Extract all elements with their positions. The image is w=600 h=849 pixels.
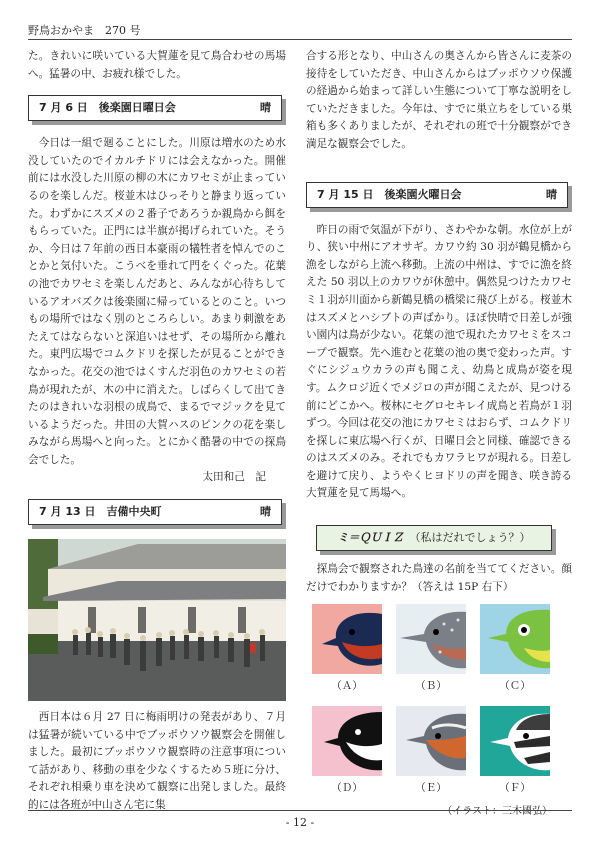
report-body: 西日本は６月 27 日に梅雨明けの発表があり、７月は猛暑が続いている中でブッポウソウ観察会を開催しました。最初にブッポウソウ観察時の注意事項について話があり、移動の車を少なくするため５班に分け、それぞれ相乗り車を決めて観察に出発しました。最終的には各班が中山さん宅に集 bbox=[28, 711, 286, 812]
section-date-place: 7 月 6 日 後楽園日曜日会 bbox=[39, 101, 176, 115]
quiz-item bbox=[480, 604, 550, 702]
quiz-item bbox=[396, 706, 466, 804]
group-photo bbox=[28, 539, 286, 701]
section-heading-0706 bbox=[28, 95, 282, 121]
section-weather: 晴 bbox=[546, 187, 557, 201]
bird-face-d-icon bbox=[312, 706, 382, 776]
section-heading-0715 bbox=[306, 182, 568, 208]
page-number: - 12 - bbox=[285, 816, 315, 829]
section-date-place: 7 月 15 日 後楽園火曜日会 bbox=[317, 187, 462, 201]
bird-face-f-icon bbox=[480, 706, 550, 776]
quiz-subtitle: （私はだれでしょう？） bbox=[409, 531, 531, 545]
quiz-label: （Ｄ） bbox=[331, 781, 363, 794]
page-header: 野鳥おかやま 270 号 bbox=[28, 24, 141, 37]
footer-rule bbox=[28, 810, 572, 811]
report-body: 昨日の雨で気温が下がり、さわやかな朝。水位が上がり、狭い中州にアオサギ。カワウ約 30 羽が鶴見橋から漁をしながら上流へ移動。上流の中州は、すでに漁を終えた 50 羽以上のカワウが休憩中。偶然見つけたカワセミ１羽が川面から新鶴見橋の橋梁に飛び上がる。桜並木はスズメとハシブトの声ばかり。ほぼ快晴で日差しが強い園内は鳥が少ない。花葉の池で現れたカワセミをスコープで観察。先へ進むと花葉の池の奥で変わった声。すぐにシジュウカラの声も聞こえ、幼鳥と成鳥が姿を現す。ムクロジ近くでメジロの声が聞こえたが、見つける前にどこかへ。桜林にセグロセキレイ成鳥と若鳥が１羽ずつ。今回は花交の池にカワセミはおらず、コムクドリを探しに東広場へ行くが、日曜日会と同様、確認できるのはスズメのみ。それでもカワラヒワが現れる。日差しを避けて戻り、ようやくヒヨドリの声を聞き、咲き誇る大賀蓮を見て馬場へ。 bbox=[306, 223, 572, 500]
photo-illustration bbox=[28, 539, 286, 701]
report-author: 太田和己 記 bbox=[202, 471, 266, 484]
section-date-place: 7 月 13 日 吉備中央町 bbox=[39, 505, 162, 519]
bird-face-b-icon bbox=[396, 604, 466, 674]
right-column bbox=[306, 48, 572, 821]
left-column bbox=[28, 48, 286, 815]
quiz-label: （Ｃ） bbox=[499, 680, 531, 693]
quiz-item bbox=[396, 604, 466, 702]
quiz-label: （Ｆ） bbox=[499, 781, 531, 794]
illustration-credit: （イラスト：三木國弘） bbox=[442, 806, 552, 818]
bird-face-c-icon bbox=[480, 604, 550, 674]
quiz-title: ミ＝ＱＵＩＺ bbox=[337, 531, 404, 545]
report-body: 今日は一組で廻ることにした。川原は増水のため水没していたのでイカルチドリには会えなかった。開催前には水没した川原の柳の木にカワセミが止まっているのを楽しんだ。桜並木はひっそりと静まり返っていた。わずかにスズメの２番子であろうか親鳥から餌をもらっていた。正門には半旗が掲げられていた。そうか、今日は７年前の西日本豪雨の犠牲者を悼んでのことかと気付いた。こうべを垂れて門をくぐった。花葉の池でカワセミを楽しんだあと、みんなが心待ちしているアオバズクは後楽園に帰っているとのこと。いつもの場所ではなく別のところらしい。あまり刺激をあたえてはならないと深追いはせず、その場所から離れた。東門広場でコムクドリを探したが見ることができなかった。花交の池ではくすんだ羽色のカワセミの若鳥が現れたが、木の中に消えた。しばらくして出てきたのはきれいな羽根の成鳥で、まるでマジックを見ているようだった。井田の大賀ハスのピンクの花を楽しみながら馬場へと向った。とにかく酷暑の中での探鳥会でした。 bbox=[28, 137, 286, 466]
bird-face-a-icon bbox=[312, 604, 382, 674]
intro-paragraph: た。きれいに咲いている大賀蓮を見て鳥合わせの馬場へ。猛暑の中、お疲れ様でした。 bbox=[28, 50, 286, 80]
quiz-grid bbox=[312, 604, 572, 803]
continued-paragraph: 合する形となり、中山さんの奥さんから皆さんに麦茶の接待をしていただき、中山さんからはブッポウソウ保護の経過から始まって詳しい生態について丁寧な説明をしていただきました。今年は、すでに巣立ちをしている巣箱も多くありましたが、それぞれの班で十分観察ができ満足な観察会でした。 bbox=[306, 50, 572, 150]
header-rule bbox=[28, 39, 572, 40]
bird-face-e-icon bbox=[396, 706, 466, 776]
quiz-item bbox=[480, 706, 550, 804]
section-heading-0713 bbox=[28, 499, 282, 525]
quiz-label: （Ｅ） bbox=[415, 781, 447, 794]
section-weather: 晴 bbox=[260, 505, 271, 519]
section-weather: 晴 bbox=[260, 101, 271, 115]
quiz-question: 探鳥会で観察された鳥達の名前を当ててください。顔だけでわかりますか？（答えは 15P 右下） bbox=[306, 563, 572, 593]
quiz-label: （Ｂ） bbox=[415, 680, 447, 693]
quiz-label: （Ａ） bbox=[331, 680, 363, 693]
quiz-item bbox=[312, 706, 382, 804]
quiz-title-box bbox=[316, 525, 552, 551]
quiz-item bbox=[312, 604, 382, 702]
